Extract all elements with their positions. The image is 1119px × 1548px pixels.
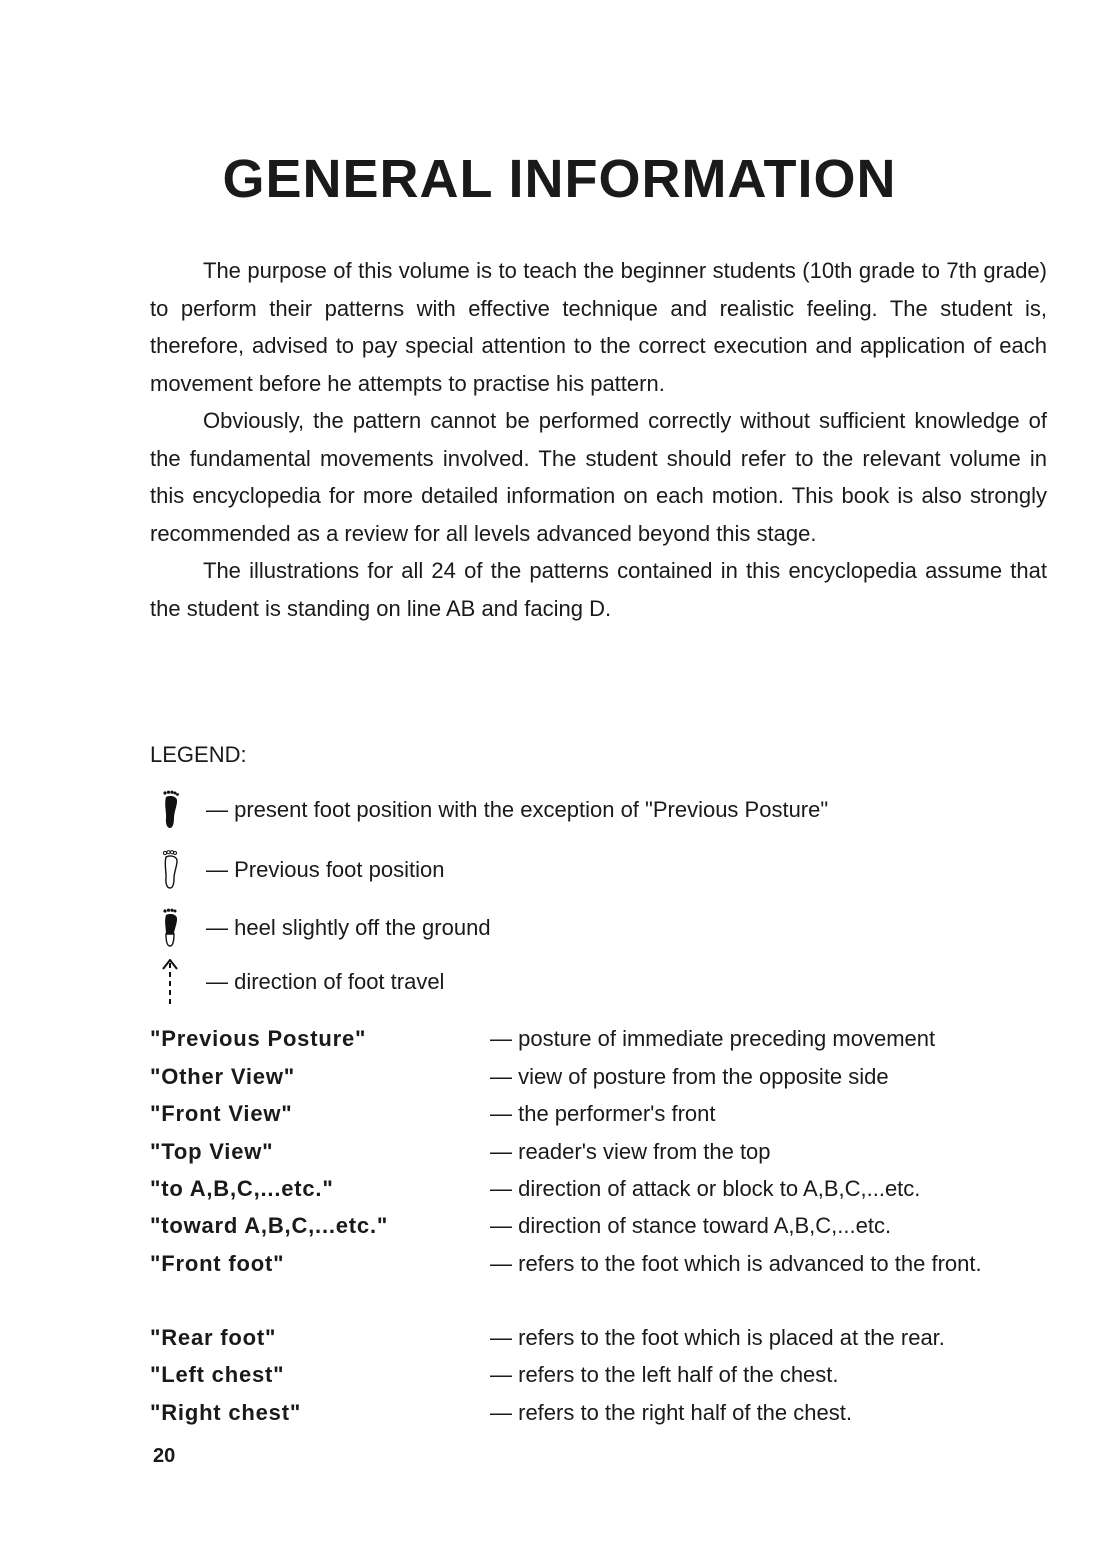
legend-text-heel-off: — heel slightly off the ground [206,915,491,940]
legend-text-present-foot: — present foot position with the exception of "Previous Posture" [206,797,829,822]
solid-foot-icon [150,790,190,830]
definition-term: "to A,B,C,...etc." [150,1176,334,1201]
page-number: 20 [153,1445,176,1467]
paragraph-purpose: The purpose of this volume is to teach the beginner students (10th grade to 7th grade) to perform their patterns with effective technique and realistic feeling. The student is, therefore, advised to pay special attention to the correct execution and application of each movement before he attempts to practise his pattern. [150,258,1047,396]
legend-item-foot-travel [150,962,444,1002]
legend-text-previous-foot: — Previous foot position [206,857,445,882]
definition-term: "Right chest" [150,1400,302,1425]
definition-text: — the performer's front [490,1101,716,1126]
definition-term: "Other View" [150,1064,295,1089]
intro-text [150,252,1047,627]
definition-term: "Rear foot" [150,1325,277,1350]
definition-text: — view of posture from the opposite side [490,1064,889,1089]
legend-item-heel-off [150,908,491,948]
definition-text: — refers to the right half of the chest. [490,1400,852,1425]
definition-term: "Front View" [150,1101,293,1126]
legend-text-foot-travel: — direction of foot travel [206,969,445,994]
outline-foot-icon [150,850,190,890]
definition-text: — direction of attack or block to A,B,C,...etc. [490,1176,921,1201]
definition-text: — reader's view from the top [490,1139,771,1164]
dashed-arrow-icon [150,959,190,1005]
definition-text: — refers to the left half of the chest. [490,1362,839,1387]
definition-term: "Front foot" [150,1251,285,1276]
definition-term: "Previous Posture" [150,1026,367,1051]
definition-term: "Top View" [150,1139,274,1164]
paragraph-fundamentals: Obviously, the pattern cannot be performed correctly without sufficient knowledge of the fundamental movements involved. The student should refer to the relevant volume in this encyclopedia for more detailed information on each motion. This book is also strongly recommended as a review for all levels advanced beyond this stage. [150,408,1047,546]
definition-term: "toward A,B,C,...etc." [150,1213,389,1238]
definition-text: — direction of stance toward A,B,C,...etc. [490,1213,892,1238]
legend-item-present-foot [150,790,828,830]
paragraph-illustrations: The illustrations for all 24 of the patterns contained in this encyclopedia assume that the student is standing on line AB and facing D. [150,558,1047,621]
definition-term: "Left chest" [150,1362,285,1387]
heel-off-foot-icon [150,908,190,948]
definition-text: — refers to the foot which is advanced to the front. [490,1251,982,1276]
legend-item-previous-foot [150,850,444,890]
legend-label: LEGEND: [150,742,247,767]
definition-text: — refers to the foot which is placed at the rear. [490,1325,945,1350]
definition-text: — posture of immediate preceding movement [490,1026,936,1051]
page-title: GENERAL INFORMATION [222,149,897,209]
